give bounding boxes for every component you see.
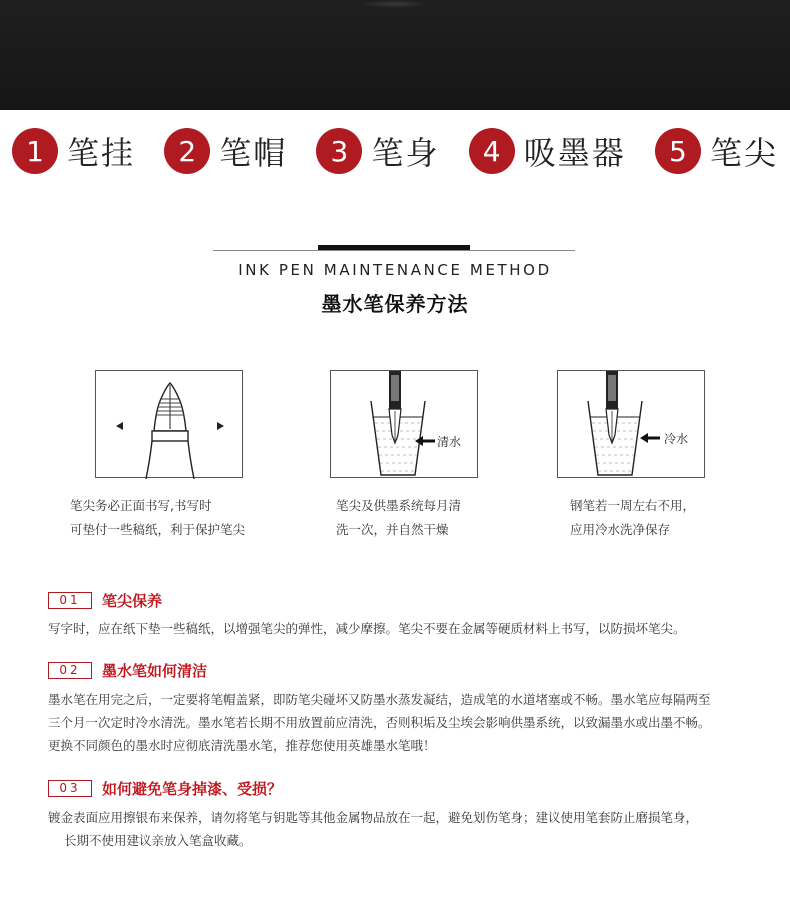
section-nib-care-header: [48, 590, 162, 611]
section-number: 01: [48, 592, 92, 609]
pen-in-cup-illustration: [558, 371, 706, 479]
section-cleaning-text: 墨水笔在用完之后，一定要将笔帽盖紧，即防笔尖碰坏又防墨水蒸发凝结，造成笔的水道堵塞或不畅。墨水笔应每隔两至 三个月一次定时冷水清洗。墨水笔若长期不用放置前应清洗，否则积垢及尘埃会影响供墨系统，以致漏墨水或出墨不畅。 更换不同颜色的墨水时应彻底清洗墨水笔，推荐您使用英雄墨水笔哦！: [48, 692, 711, 753]
maintenance-title-cn: 墨水笔保养方法: [321, 292, 469, 316]
arrow-left-icon: [640, 433, 648, 443]
part-barrel: [316, 128, 439, 174]
card-caption: 笔尖及供墨系统每月清 洗一次，并自然干燥: [336, 498, 462, 537]
part-cap: [164, 128, 287, 174]
product-photo-band: [0, 0, 790, 110]
nib-orientation-card: [95, 370, 243, 478]
parts-legend: [0, 120, 790, 182]
section-number: 02: [48, 662, 92, 679]
part-label: 笔挂: [67, 134, 136, 172]
cleaning-card: [330, 370, 478, 478]
section-finish-care-header: [48, 778, 282, 799]
pen-in-cup-illustration: [331, 371, 479, 479]
part-converter: [469, 128, 626, 174]
part-clip: [12, 128, 135, 174]
part-label: 笔尖: [709, 134, 778, 172]
part-number-badge: 2: [164, 128, 210, 174]
part-label: 笔帽: [219, 134, 288, 172]
part-nib: [655, 128, 778, 174]
part-number-badge: 1: [12, 128, 58, 174]
card-caption: 钢笔若一周左右不用， 应用冷水洗净保存: [570, 498, 696, 537]
arrow-left-icon: [116, 422, 123, 430]
section-number: 03: [48, 780, 92, 797]
section-title: 墨水笔如何清洁: [102, 662, 208, 680]
part-label: 笔身: [371, 134, 440, 172]
maintenance-title-en: INK PEN MAINTENANCE METHOD: [238, 261, 552, 279]
water-label: 清水: [437, 435, 462, 449]
arrow-right-icon: [217, 422, 224, 430]
section-title: 笔尖保养: [102, 592, 163, 610]
cold-water-label: 冷水: [664, 432, 689, 446]
storage-card: [557, 370, 705, 478]
part-number-badge: 4: [469, 128, 515, 174]
part-number-badge: 3: [316, 128, 362, 174]
pen-nib-illustration: [96, 371, 244, 479]
section-cleaning-header: [48, 660, 207, 681]
part-label: 吸墨器: [523, 134, 626, 172]
section-title: 如何避免笔身掉漆、受损？: [102, 780, 283, 798]
card-caption: 笔尖务必正面书写,书写时 可垫付一些稿纸，利于保护笔尖: [70, 498, 246, 537]
section-finish-care-text: 镀金表面应用擦银布来保养，请勿将笔与钥匙等其他金属物品放在一起，避免划伤笔身；建议使用笔套防止磨损笔身， 长期不使用建议亲放入笔盒收藏。: [48, 810, 699, 848]
part-number-badge: 5: [655, 128, 701, 174]
section-nib-care-text: 写字时，应在纸下垫一些稿纸，以增强笔尖的弹性，减少摩擦。笔尖不要在金属等硬质材料上书写，以防损坏笔尖。: [48, 621, 686, 636]
title-divider: [213, 250, 575, 251]
